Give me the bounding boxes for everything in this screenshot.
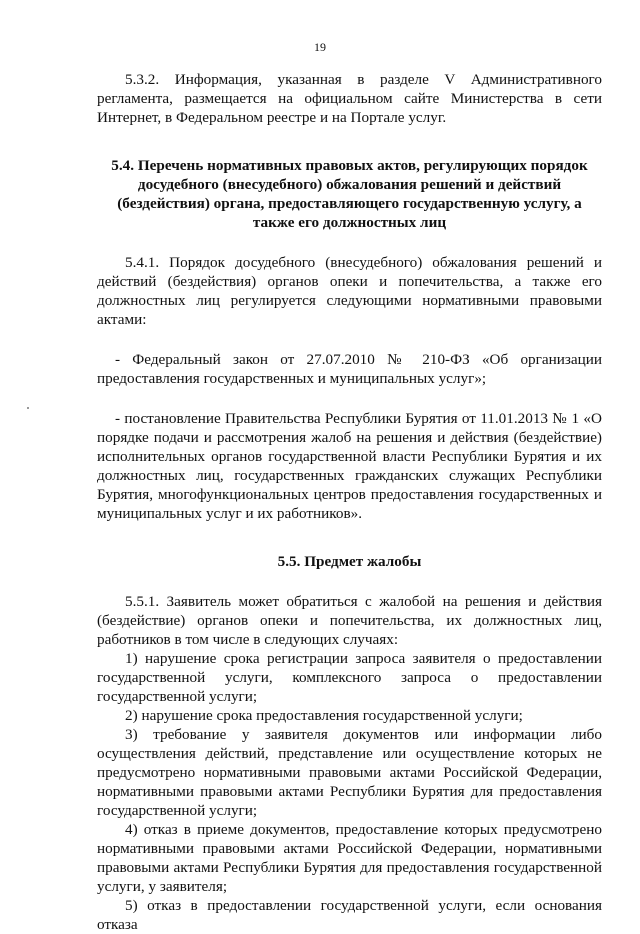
heading-5-5: 5.5. Предмет жалобы: [277, 553, 422, 570]
list-item-5: 5) отказ в предоставлении государственной услуги, если основания отказа: [97, 897, 602, 933]
list-item-3: 3) требование у заявителя документов или информации либо осуществления действий, представление или осуществление которых не предусмотрено нормативными правовыми актами Российской Федерации, нормативными правовыми актами Республики Бурятия для предоставления государственной услуги;: [97, 726, 602, 819]
page-content: [97, 70, 602, 934]
paragraph-5-5-1: 5.5.1. Заявитель может обратиться с жалобой на решения и действия (бездействие) органов опеки и попечительства, их должностных лиц, работников в том числе в следующих случаях:: [97, 593, 602, 648]
scan-speck: [27, 407, 29, 409]
paragraph-5-3-2: 5.3.2. Информация, указанная в разделе V Административного регламента, размещается на официальном сайте Министерства в сети Интернет, в Федеральном реестре и на Портале услуг.: [97, 71, 602, 126]
law-item-resolution: - постановление Правительства Республики Бурятия от 11.01.2013 № 1 «О порядке подачи и рассмотрения жалоб на решения и действия (бездействие) исполнительных органов государственной власти Республики Бурятия и их должностных лиц, государственных гражданских служащих Республики Бурятия, многофункциональных центров предоставления государственных и муниципальных услуг и их работников».: [97, 410, 602, 522]
list-item-4: 4) отказ в приеме документов, предоставление которых предусмотрено нормативными правовыми актами Российской Федерации, нормативными правовыми актами Республики Бурятия для предоставления государственной услуги, у заявителя;: [97, 821, 602, 895]
page-number: 19: [314, 40, 326, 54]
list-item-2: 2) нарушение срока предоставления государственной услуги;: [125, 707, 523, 724]
heading-5-4: 5.4. Перечень нормативных правовых актов, регулирующих порядок досудебного (внесудебного) обжалования решений и действий (бездействия) органа, предоставляющего государственную услугу, а также его должностных лиц: [111, 157, 588, 231]
list-item-1: 1) нарушение срока регистрации запроса заявителя о предоставлении государственной услуги, комплексного запроса о предоставлении государственной услуги;: [97, 650, 602, 705]
law-item-federal: - Федеральный закон от 27.07.2010 № 210-ФЗ «Об организации предоставления государственных и муниципальных услуг»;: [97, 351, 602, 387]
paragraph-5-4-1: 5.4.1. Порядок досудебного (внесудебного) обжалования решений и действий (бездействия) органов опеки и попечительства, а также его должностных лиц регулируется следующими нормативными правовыми актами:: [97, 254, 602, 328]
